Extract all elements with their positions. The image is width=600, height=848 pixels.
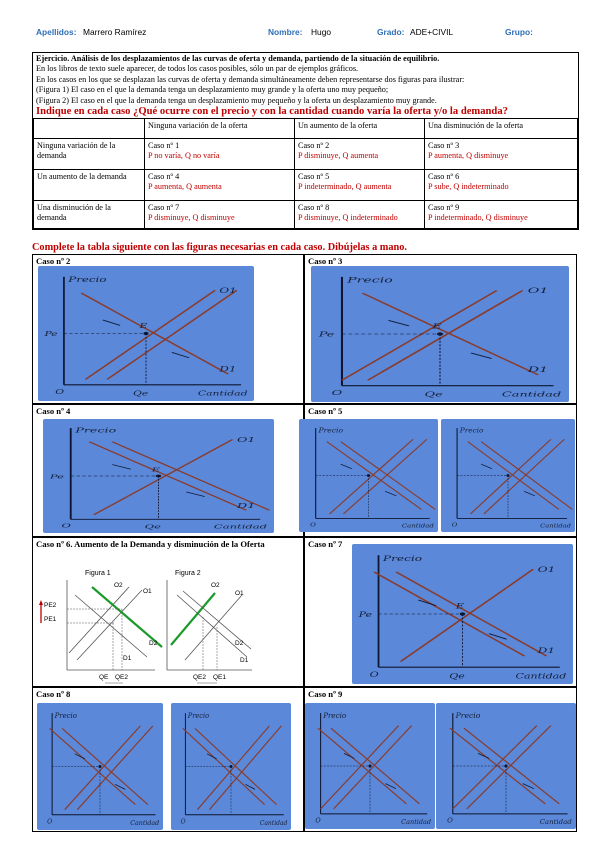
caso-8-photo-2: [171, 703, 291, 830]
sketch-supply-o1p: [77, 726, 153, 810]
table-cell: [425, 139, 578, 170]
cell-caso-8: [32, 687, 304, 832]
table-cell: [295, 201, 425, 229]
fig6-f1-qe2: QE2: [115, 674, 129, 681]
fig6-f1-d1-label: D1: [123, 655, 132, 662]
cases-table: [33, 118, 578, 229]
fig6-f2-qe1: QE1: [213, 674, 227, 681]
caso-9-photo-1: [305, 703, 435, 829]
sketch-graph: [311, 266, 569, 402]
sketch-graph: [441, 419, 575, 532]
sketch-equilibrium-point: [230, 765, 233, 768]
intro-block: [33, 53, 578, 118]
case-number: Caso nº 5: [298, 172, 330, 182]
case-answer: P aumenta, Q disminuye: [428, 151, 509, 161]
nombre-label: Nombre:: [268, 27, 303, 37]
fig6-f2-d2-label: D2: [235, 640, 244, 647]
caso-5-photo-1: [299, 419, 438, 532]
sketch-equilibrium-point: [156, 475, 162, 478]
cell-caso-5: [304, 404, 577, 537]
fig6-f1-pe1: PE1: [44, 616, 57, 623]
grado-label: Grado:: [377, 27, 405, 37]
table-cell: [295, 170, 425, 201]
case-answer: P sube, Q indeterminado: [428, 182, 509, 192]
caso-2-title: Caso nº 2: [36, 256, 71, 266]
sketch-precio-label: Precio: [455, 711, 481, 721]
sketch-shift-arrow: [388, 320, 409, 325]
fig6-figure-2-title: Figura 2: [175, 570, 201, 577]
apellidos-value: Marrero Ramírez: [83, 27, 147, 37]
fig6-figure-1-title: Figura 1: [85, 570, 111, 577]
case-number: Caso nº 4: [148, 172, 180, 182]
caso-7-title: Caso nº 7: [308, 539, 343, 549]
sketch-graph: [299, 419, 438, 532]
sketch-supply-o1: [86, 290, 216, 379]
sketch-shift-arrow: [186, 492, 204, 497]
table-cell: [145, 201, 295, 229]
sketch-precio-label: Precio: [459, 427, 484, 435]
instruction: Complete la tabla siguiente con las figuras necesarias en cada caso. Dibújelas a mano.: [32, 242, 407, 253]
sketch-graph: [37, 703, 163, 830]
cell-caso-2: [32, 254, 304, 404]
sketch-precio-label: Precio: [75, 427, 117, 435]
sketch-graph: [171, 703, 291, 830]
sketch-o1-label: O1: [527, 285, 549, 296]
caso-6-figures: [37, 565, 267, 685]
sketch-shift-arrow: [471, 353, 492, 358]
sketch-pe-label: Pe: [44, 330, 58, 339]
sketch-shift-arrow: [385, 491, 396, 496]
sketch-supply-o1p: [107, 290, 237, 379]
caso-9-title: Caso nº 9: [308, 689, 343, 699]
col-header: Un aumento de la oferta: [295, 119, 425, 139]
table-row: [34, 201, 578, 229]
cell-caso-6: [32, 537, 304, 687]
case-answer: P indeterminado, Q disminuye: [428, 213, 528, 223]
fig6-f1-price-arrowhead: [39, 600, 43, 605]
sketch-cantidad-label: Cantidad: [501, 390, 562, 399]
sketch-equilibrium-point: [506, 474, 509, 477]
sketch-origin-label: O: [310, 521, 316, 529]
table-row: [34, 170, 578, 201]
row-label: Ninguna variación de la demanda: [34, 139, 145, 170]
sketch-cantidad-label: Cantidad: [540, 522, 571, 530]
sketch-graph: [436, 703, 576, 829]
fig6-f2-o1-label: O1: [235, 590, 244, 597]
fig6-f2-o2-label: O2: [211, 582, 220, 589]
row-label: Una disminución de la demanda: [34, 201, 145, 229]
sketch-supply-o1: [65, 726, 141, 810]
sketch-qe-label: Qe: [424, 390, 443, 399]
sketch-origin-label: O: [47, 818, 53, 826]
caso-4-photo: [43, 419, 274, 533]
case-number: Caso nº 7: [148, 203, 180, 213]
table-cell: [425, 170, 578, 201]
sketch-pe-label: Pe: [49, 473, 64, 481]
sketch-equilibrium-point: [504, 764, 507, 767]
case-number: Caso nº 6: [428, 172, 460, 182]
sketch-supply-o1p: [209, 726, 281, 810]
sketch-precio-label: Precio: [323, 711, 347, 721]
cell-caso-9: [304, 687, 577, 832]
sketch-cantidad-label: Cantidad: [401, 818, 432, 826]
sketch-cantidad-label: Cantidad: [515, 672, 567, 681]
sketch-supply-o1: [401, 569, 534, 661]
sketch-origin-label: O: [315, 816, 321, 825]
case-number: Caso nº 3: [428, 141, 460, 151]
fig6-f1-o1-label: O1: [143, 588, 152, 595]
sketch-origin-label: O: [180, 818, 186, 826]
intro-line-4: (Figura 2) El caso en el que la demanda tenga un desplazamiento muy pequeño y la oferta un desplazamiento muy grande.: [36, 95, 437, 105]
table-cell: [145, 170, 295, 201]
sketch-origin-label: O: [331, 389, 343, 398]
fig6-f2-o2-green: [171, 593, 215, 645]
caso-5-photo-2: [441, 419, 575, 532]
sketch-e-label: E: [139, 322, 148, 331]
case-answer: P disminuye, Q disminuye: [148, 213, 235, 223]
apellidos-label: Apellidos:: [36, 27, 77, 37]
caso-5-title: Caso nº 5: [308, 406, 343, 416]
case-answer: P disminuye, Q aumenta: [298, 151, 379, 161]
case-number: Caso nº 1: [148, 141, 180, 151]
sketch-o1-label: O1: [237, 436, 256, 444]
sketch-cantidad-label: Cantidad: [401, 523, 434, 530]
sketch-d1-label: D1: [527, 364, 549, 375]
intro-line-3: (Figura 1) El caso en el que la demanda tenga un desplazamiento muy grande y la oferta uno muy pequeño;: [36, 85, 389, 95]
sketch-shift-arrow: [341, 464, 352, 469]
sketch-graph: [305, 703, 435, 829]
sketch-equilibrium-point: [460, 612, 465, 615]
fig6-f2-qe2: QE2: [193, 674, 207, 681]
fig6-f1-d2-label: D2: [149, 640, 158, 647]
table-row: [34, 139, 578, 170]
sketch-precio-label: Precio: [318, 427, 344, 435]
sketch-precio-label: Precio: [347, 275, 393, 285]
sketch-supply-o1p: [484, 439, 564, 514]
caso-8-photo-1: [37, 703, 163, 830]
nombre-value: Hugo: [311, 27, 332, 37]
case-answer: P disminuye, Q indeterminado: [298, 213, 398, 223]
fig6-f1-pe2: PE2: [44, 602, 57, 609]
exercise-frame: [32, 52, 579, 230]
fig6-f2-d1-label: D1: [240, 657, 249, 664]
exercise-title: Ejercicio. Análisis de los desplazamientos de las curvas de oferta y demanda, partiendo de la situación de equilibrio.: [36, 54, 440, 63]
caso-6-title: Caso nº 6. Aumento de la Demanda y disminución de la Oferta: [36, 539, 265, 549]
sketch-cantidad-label: Cantidad: [130, 819, 160, 827]
table-cell: [295, 139, 425, 170]
sketch-supply-o1: [197, 726, 269, 810]
sketch-supply-o1p: [343, 439, 426, 514]
sketch-equilibrium-point: [437, 332, 443, 335]
sketch-precio-label: Precio: [68, 276, 107, 285]
sketch-supply-o1: [94, 440, 233, 515]
sketch-graph: [43, 419, 274, 533]
sketch-origin-label: O: [55, 389, 65, 397]
sketch-graph: [38, 266, 254, 401]
sketch-supply-o1: [334, 726, 412, 809]
sketch-equilibrium-point: [143, 332, 148, 335]
sketch-shift-arrow: [112, 465, 130, 470]
grupo-label: Grupo:: [505, 27, 533, 37]
caso-4-title: Caso nº 4: [36, 406, 71, 416]
fig6-f1-o2-label: O2: [114, 582, 123, 589]
sketch-qe-label: Qe: [144, 524, 161, 531]
sketch-cantidad-label: Cantidad: [259, 819, 288, 827]
sketch-d1-label: D1: [237, 502, 256, 510]
col-header: Una disminución de la oferta: [425, 119, 578, 139]
sketch-supply-o1p: [342, 290, 497, 380]
fig6-f1-d2-green: [92, 587, 162, 647]
sketch-supply-o1: [467, 726, 551, 809]
caso-2-photo: [38, 266, 254, 401]
grado-value: ADE+CIVIL: [410, 27, 454, 37]
sketch-e-label: E: [432, 322, 442, 331]
sketch-qe-label: Qe: [133, 390, 149, 398]
case-answer: P aumenta, Q aumenta: [148, 182, 222, 192]
sketch-d1-label: D1: [537, 647, 556, 656]
caso-3-title: Caso nº 3: [308, 256, 343, 266]
table-cell: [425, 201, 578, 229]
sketch-d1-label: D1: [219, 365, 237, 374]
sketch-origin-label: O: [447, 817, 453, 825]
sketch-precio-label: Precio: [187, 712, 210, 721]
sketch-shift-arrow: [172, 352, 189, 357]
sketch-supply-o1p: [321, 726, 399, 809]
question: Indique en cada caso ¿Qué ocurre con el precio y con la cantidad cuando varía la oferta y/o la demanda?: [36, 106, 508, 118]
sketch-e-label: E: [151, 467, 160, 474]
case-number: Caso nº 8: [298, 203, 330, 213]
sketch-supply-o1: [368, 290, 523, 380]
sketch-cantidad-label: Cantidad: [197, 390, 248, 398]
sketch-pe-label: Pe: [358, 610, 373, 620]
sketch-supply-o1p: [453, 726, 537, 809]
header: [0, 27, 600, 41]
sketch-e-label: E: [455, 602, 464, 611]
case-number: Caso nº 9: [428, 203, 460, 213]
fig6-f1-o2: [69, 587, 129, 653]
case-answer: P no varía, Q no varía: [148, 151, 220, 161]
sketch-origin-label: O: [61, 522, 71, 530]
sketch-shift-arrow: [524, 491, 535, 496]
intro-line-1: En los libros de texto suele aparecer, de todos los casos posibles, sólo un par de ejemplos gráficos.: [36, 64, 359, 74]
caso-3-photo: [311, 266, 569, 402]
sketch-graph: [352, 544, 573, 684]
sketch-origin-label: O: [451, 521, 458, 529]
fig6-f1-qe: QE: [99, 674, 109, 681]
caso-7-photo: [352, 544, 573, 684]
sketch-cantidad-label: Cantidad: [539, 818, 572, 826]
cell-caso-3: [304, 254, 577, 404]
sketch-supply-o1: [330, 439, 413, 514]
sketch-o1-label: O1: [219, 287, 237, 296]
sketch-precio-label: Precio: [382, 554, 423, 564]
intro-line-2: En los casos en los que se desplazan las curvas de oferta y demanda simultáneamente deben representarse dos figuras para ilustrar:: [36, 74, 465, 84]
sketch-equilibrium-point: [368, 764, 371, 767]
col-header: Ninguna variación de la oferta: [145, 119, 295, 139]
cell-caso-7: [304, 537, 577, 687]
sketch-pe-label: Pe: [318, 330, 335, 339]
caso-9-photo-2: [436, 703, 576, 829]
sketch-origin-label: O: [369, 670, 379, 680]
row-label: Un aumento de la demanda: [34, 170, 145, 201]
sketch-precio-label: Precio: [54, 712, 77, 721]
table-cell: [145, 139, 295, 170]
sketch-qe-label: Qe: [449, 672, 465, 681]
cell-caso-4: [32, 404, 304, 537]
sketch-supply-o1: [470, 439, 550, 514]
sketch-cantidad-label: Cantidad: [213, 524, 268, 531]
sketch-equilibrium-point: [367, 474, 370, 477]
sketch-shift-arrow: [103, 320, 120, 325]
table-corner: [34, 119, 145, 139]
sketch-equilibrium-point: [98, 765, 101, 768]
case-answer: P indeterminado, Q aumenta: [298, 182, 392, 192]
sketch-o1-label: O1: [537, 565, 556, 575]
caso-8-title: Caso nº 8: [36, 689, 71, 699]
case-number: Caso nº 2: [298, 141, 330, 151]
sketch-shift-arrow: [481, 464, 492, 469]
